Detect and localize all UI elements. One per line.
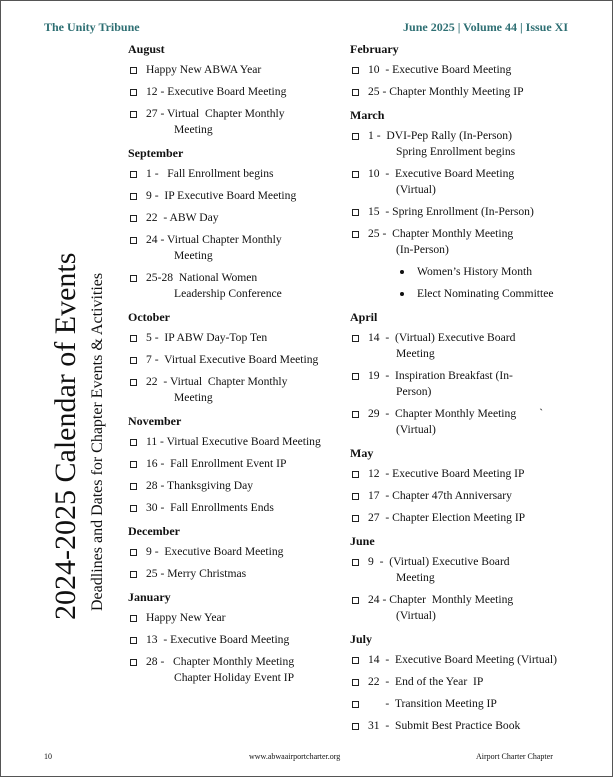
event-text: 5 - IP ABW Day-Top Ten bbox=[146, 331, 268, 344]
event-item bbox=[128, 84, 346, 100]
event-sub-item: Women’s History Month bbox=[350, 264, 580, 280]
event-item bbox=[128, 654, 346, 686]
event-text: Happy New ABWA Year bbox=[146, 63, 262, 76]
event-item bbox=[350, 128, 580, 160]
event-text: 25 - Merry Christmas bbox=[146, 567, 247, 580]
event-text-continued: (Virtual) bbox=[396, 183, 436, 196]
event-item bbox=[128, 352, 346, 368]
event-text: 24 - Virtual Chapter Monthly bbox=[146, 233, 282, 246]
month-heading: February bbox=[350, 42, 399, 56]
month-heading: June bbox=[350, 534, 375, 548]
event-text: 1 - DVI-Pep Rally (In-Person) bbox=[368, 129, 512, 142]
event-text: 13 - Executive Board Meeting bbox=[146, 633, 290, 646]
right-column bbox=[350, 42, 580, 742]
event-item bbox=[128, 210, 346, 226]
event-item bbox=[350, 696, 580, 712]
month-heading: December bbox=[128, 524, 180, 538]
month-section bbox=[350, 534, 580, 624]
event-text-continued: (Virtual) bbox=[396, 423, 436, 436]
event-item bbox=[350, 674, 580, 690]
event-item bbox=[128, 434, 346, 450]
event-text: Happy New Year bbox=[146, 611, 226, 624]
month-heading: August bbox=[128, 42, 165, 56]
event-text: 12 - Executive Board Meeting bbox=[146, 85, 287, 98]
month-heading: January bbox=[128, 590, 171, 604]
event-text: 22 - End of the Year IP bbox=[368, 675, 484, 688]
event-item bbox=[350, 718, 580, 734]
event-item bbox=[350, 510, 580, 526]
month-section bbox=[350, 632, 580, 734]
event-item bbox=[350, 62, 580, 78]
event-item bbox=[350, 166, 580, 198]
event-text: 9 - (Virtual) Executive Board bbox=[368, 555, 510, 568]
event-text: 10 - Executive Board Meeting bbox=[368, 63, 512, 76]
event-item bbox=[350, 652, 580, 668]
page-number: 10 bbox=[44, 752, 52, 761]
publication-name: The Unity Tribune bbox=[44, 20, 140, 34]
event-text: 24 - Chapter Monthly Meeting bbox=[368, 593, 514, 606]
event-text: 25-28 National Women bbox=[146, 271, 258, 284]
event-text-continued: Spring Enrollment begins bbox=[396, 145, 516, 158]
event-item bbox=[128, 270, 346, 302]
event-item bbox=[128, 166, 346, 182]
month-section bbox=[128, 310, 346, 406]
month-section bbox=[128, 590, 346, 686]
month-section bbox=[350, 108, 580, 302]
event-item bbox=[128, 478, 346, 494]
event-item bbox=[128, 188, 346, 204]
event-text-continued: Meeting bbox=[174, 123, 213, 136]
event-text: 29 - Chapter Monthly Meeting ` bbox=[368, 407, 544, 420]
calendar-title: 2024-2025 Calendar of Events bbox=[49, 252, 82, 620]
event-text: 16 - Fall Enrollment Event IP bbox=[146, 457, 287, 470]
event-text: 9 - IP Executive Board Meeting bbox=[146, 189, 297, 202]
month-section bbox=[350, 42, 580, 100]
event-text-continued: Leadership Conference bbox=[174, 287, 282, 300]
event-item bbox=[350, 592, 580, 624]
event-text: 11 - Virtual Executive Board Meeting bbox=[146, 435, 321, 448]
event-text-continued: Meeting bbox=[396, 347, 435, 360]
event-item bbox=[350, 488, 580, 504]
month-heading: May bbox=[350, 446, 374, 460]
event-text: 25 - Chapter Monthly Meeting bbox=[368, 227, 514, 240]
month-heading: April bbox=[350, 310, 378, 324]
event-text: 10 - Executive Board Meeting bbox=[368, 167, 515, 180]
event-text: 7 - Virtual Executive Board Meeting bbox=[146, 353, 319, 366]
event-text-continued: Meeting bbox=[396, 571, 435, 584]
event-text: 25 - Chapter Monthly Meeting IP bbox=[368, 85, 524, 98]
event-text: 14 - (Virtual) Executive Board bbox=[368, 331, 516, 344]
month-heading: October bbox=[128, 310, 170, 324]
event-text: 31 - Submit Best Practice Book bbox=[368, 719, 521, 732]
event-item bbox=[128, 456, 346, 472]
event-item bbox=[128, 566, 346, 582]
event-item bbox=[350, 466, 580, 482]
month-heading: November bbox=[128, 414, 182, 428]
event-item bbox=[128, 374, 346, 406]
month-section bbox=[128, 146, 346, 302]
month-section bbox=[350, 310, 580, 438]
event-item bbox=[128, 632, 346, 648]
event-item bbox=[128, 330, 346, 346]
event-text: 14 - Executive Board Meeting (Virtual) bbox=[368, 653, 557, 666]
event-item bbox=[128, 62, 346, 78]
event-item bbox=[128, 500, 346, 516]
event-text-continued: Meeting bbox=[174, 391, 213, 404]
month-section bbox=[128, 414, 346, 516]
event-item bbox=[128, 544, 346, 560]
event-item bbox=[128, 232, 346, 264]
event-text: 15 - Spring Enrollment (In-Person) bbox=[368, 205, 534, 218]
event-text-continued: Chapter Holiday Event IP bbox=[174, 671, 295, 684]
event-text: 22 - Virtual Chapter Monthly bbox=[146, 375, 288, 388]
event-item bbox=[350, 330, 580, 362]
event-text: 22 - ABW Day bbox=[146, 211, 219, 224]
month-section bbox=[350, 446, 580, 526]
event-item bbox=[350, 226, 580, 258]
month-section bbox=[128, 524, 346, 582]
event-text: 28 - Thanksgiving Day bbox=[146, 479, 254, 492]
event-text-continued: Person) bbox=[396, 385, 432, 398]
event-text: 27 - Chapter Election Meeting IP bbox=[368, 511, 526, 524]
issue-info: June 2025 | Volume 44 | Issue XI bbox=[403, 20, 568, 34]
event-text: 1 - Fall Enrollment begins bbox=[146, 167, 274, 180]
event-text: 27 - Virtual Chapter Monthly bbox=[146, 107, 285, 120]
month-heading: March bbox=[350, 108, 385, 122]
event-item bbox=[350, 84, 580, 100]
event-item bbox=[350, 554, 580, 586]
calendar-subtitle: Deadlines and Dates for Chapter Events & Activities bbox=[89, 272, 106, 611]
month-section bbox=[128, 42, 346, 138]
event-text: 9 - Executive Board Meeting bbox=[146, 545, 284, 558]
event-item bbox=[350, 406, 580, 438]
event-item bbox=[350, 204, 580, 220]
event-text: - Transition Meeting IP bbox=[368, 697, 497, 710]
event-text-continued: (Virtual) bbox=[396, 609, 436, 622]
footer-url[interactable]: www.abwaairportcharter.org bbox=[249, 752, 341, 761]
event-text: 30 - Fall Enrollments Ends bbox=[146, 501, 274, 514]
event-item bbox=[128, 106, 346, 138]
event-item bbox=[350, 368, 580, 400]
event-text-continued: Meeting bbox=[174, 249, 213, 262]
event-text: 28 - Chapter Monthly Meeting bbox=[146, 655, 295, 668]
event-text: 12 - Executive Board Meeting IP bbox=[368, 467, 525, 480]
event-sub-item: Elect Nominating Committee bbox=[350, 286, 580, 302]
event-item bbox=[128, 610, 346, 626]
month-heading: September bbox=[128, 146, 184, 160]
event-text: 19 - Inspiration Breakfast (In- bbox=[368, 369, 513, 382]
event-text-continued: (In-Person) bbox=[396, 243, 449, 256]
footer-org: Airport Charter Chapter bbox=[476, 752, 553, 761]
event-text: 17 - Chapter 47th Anniversary bbox=[368, 489, 512, 502]
month-heading: July bbox=[350, 632, 373, 646]
left-column bbox=[128, 42, 346, 694]
